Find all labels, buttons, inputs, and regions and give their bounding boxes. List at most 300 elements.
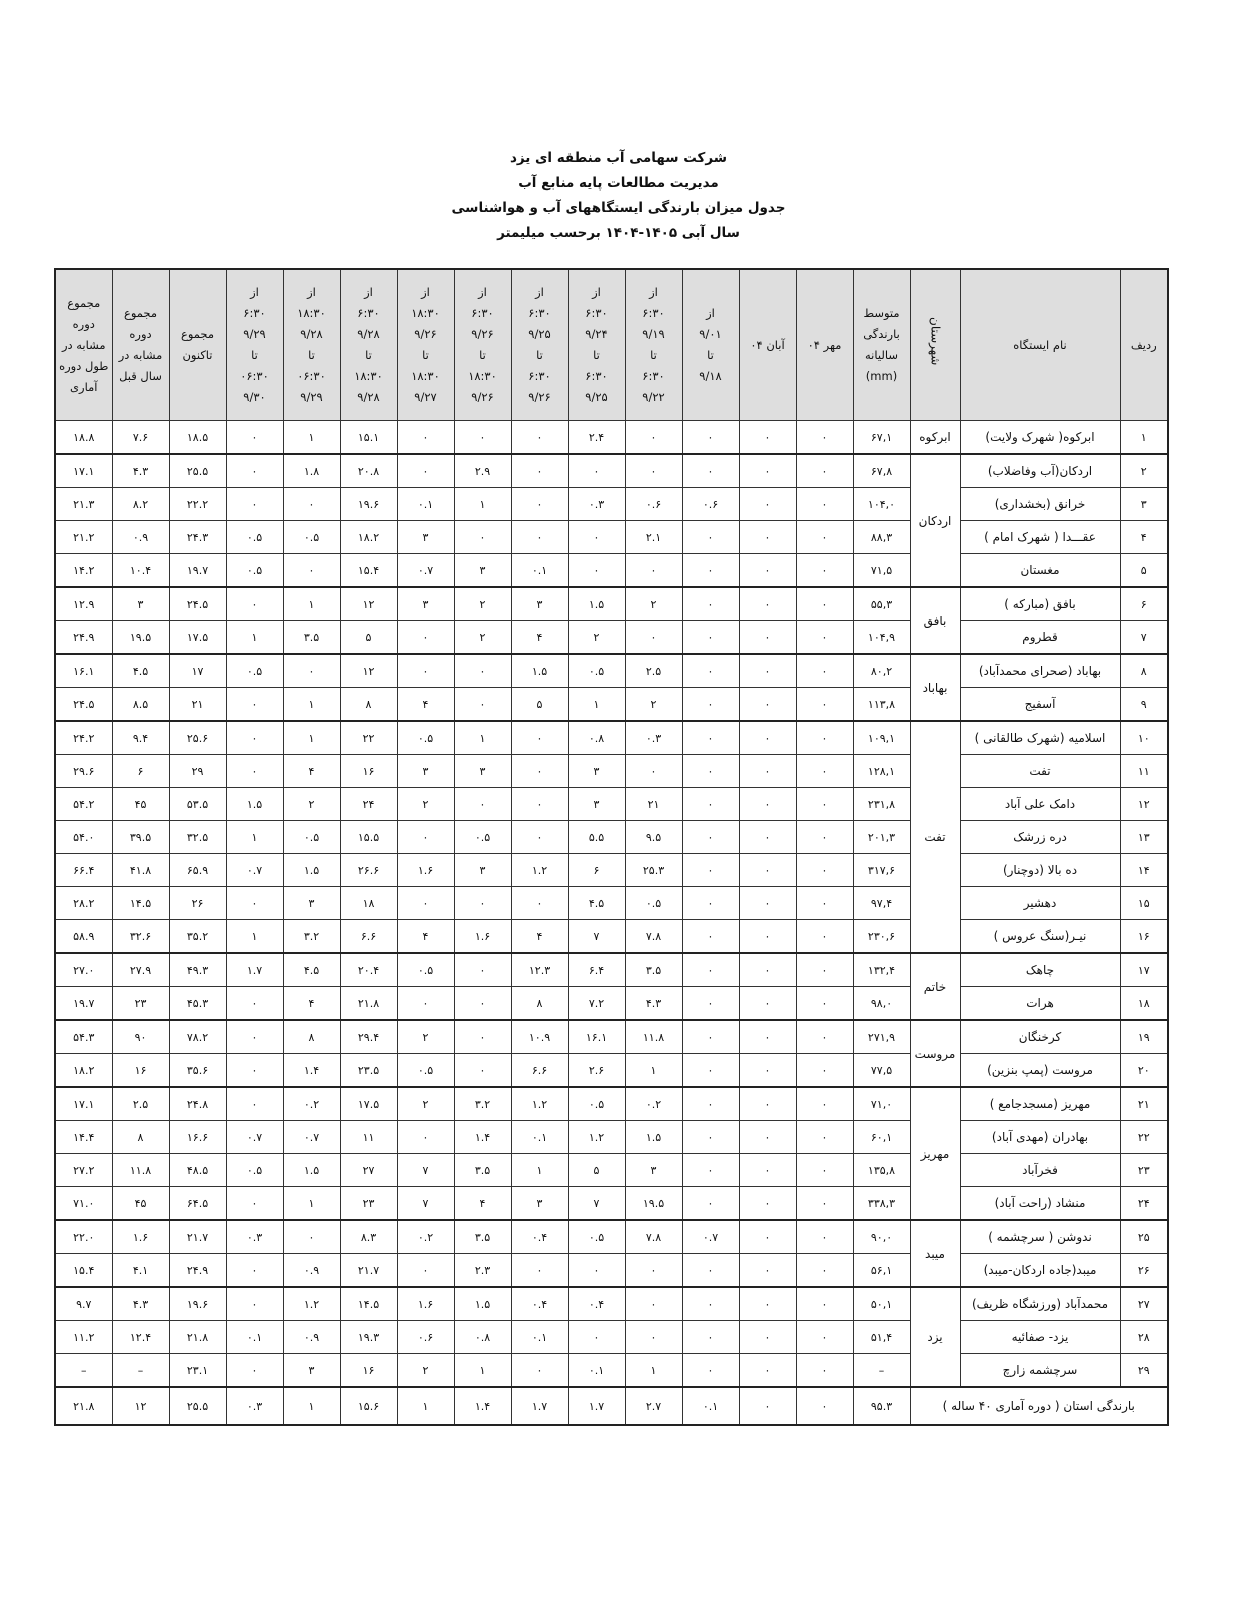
- p5-cell: ۱: [454, 1354, 511, 1388]
- avg-cell: ۹۰,۰: [853, 1220, 910, 1254]
- p3-cell: ۰.۴: [568, 1287, 625, 1321]
- p4-cell: ۱.۲: [511, 1087, 568, 1121]
- p9-cell: ۰.۵: [226, 1154, 283, 1187]
- p5-cell: ۳.۵: [454, 1220, 511, 1254]
- p3-cell: ۷: [568, 920, 625, 954]
- p4-cell: ۰.۱: [511, 554, 568, 588]
- county-cell: اردکان: [910, 454, 960, 587]
- prev-cell: ۶: [112, 755, 169, 788]
- row-number-cell: ۵: [1120, 554, 1168, 588]
- p8-cell: ۱: [283, 721, 340, 755]
- p3-cell: ۰: [568, 1254, 625, 1288]
- p3-cell: ۲: [568, 621, 625, 655]
- row-number-cell: ۱۷: [1120, 953, 1168, 987]
- prev-cell: ۸.۲: [112, 488, 169, 521]
- prev-cell: ۴.۳: [112, 454, 169, 488]
- p9-cell: ۰: [226, 688, 283, 722]
- county-cell: مروست: [910, 1020, 960, 1087]
- p8-cell: ۱.۵: [283, 1154, 340, 1187]
- row-number-cell: ۱۹: [1120, 1020, 1168, 1054]
- prev-cell: ۲۳: [112, 987, 169, 1021]
- p2-cell: ۲.۱: [625, 521, 682, 554]
- col-header-period-7: از ۶:۳۰ ۹/۲۸ تا ۱۸:۳۰ ۹/۲۸: [340, 269, 397, 421]
- p7-cell: ۱۴.۵: [340, 1287, 397, 1321]
- station-name-cell: آسفیج: [960, 688, 1120, 722]
- table-row: [55, 821, 1168, 854]
- p4-cell: ۰.۱: [511, 1121, 568, 1154]
- p9-cell: ۰.۷: [226, 1121, 283, 1154]
- station-name-cell: هرات: [960, 987, 1120, 1021]
- summary-p5-cell: ۱.۴: [454, 1387, 511, 1425]
- avg-cell: ۳۱۷,۶: [853, 854, 910, 887]
- row-number-cell: ۱۳: [1120, 821, 1168, 854]
- p6-cell: ۱.۶: [397, 854, 454, 887]
- mehr-cell: ۰: [796, 1187, 853, 1221]
- p6-cell: ۰: [397, 821, 454, 854]
- p3-cell: ۰.۵: [568, 654, 625, 688]
- p7-cell: ۱۹.۶: [340, 488, 397, 521]
- longterm-cell: ۱۷.۱: [55, 454, 112, 488]
- col-header-period-2: از ۶:۳۰ ۹/۱۹ تا ۶:۳۰ ۹/۲۲: [625, 269, 682, 421]
- p4-cell: ۰: [511, 521, 568, 554]
- p7-cell: ۱۹.۳: [340, 1321, 397, 1354]
- p4-cell: ۰: [511, 454, 568, 488]
- row-number-cell: ۱: [1120, 421, 1168, 455]
- p8-cell: ۴: [283, 755, 340, 788]
- p4-cell: ۰: [511, 821, 568, 854]
- avg-cell: ۶۷,۱: [853, 421, 910, 455]
- avg-cell: ۳۳۸,۳: [853, 1187, 910, 1221]
- p5-cell: ۳: [454, 554, 511, 588]
- longterm-cell: ۱۴.۲: [55, 554, 112, 588]
- prev-cell: ۴۵: [112, 788, 169, 821]
- p6-cell: ۰.۵: [397, 953, 454, 987]
- county-cell: میبد: [910, 1220, 960, 1287]
- p6-cell: ۲: [397, 1354, 454, 1388]
- p3-cell: ۰: [568, 1321, 625, 1354]
- p9-cell: ۰: [226, 1254, 283, 1288]
- p8-cell: ۳: [283, 887, 340, 920]
- p2-cell: ۴.۳: [625, 987, 682, 1021]
- p4-cell: ۸: [511, 987, 568, 1021]
- p7-cell: ۱۷.۵: [340, 1087, 397, 1121]
- col-header-county: شهرستان: [910, 269, 960, 421]
- mehr-cell: ۰: [796, 721, 853, 755]
- p6-cell: ۰.۷: [397, 554, 454, 588]
- p2-cell: ۱.۵: [625, 1121, 682, 1154]
- p2-cell: ۰.۶: [625, 488, 682, 521]
- p3-cell: ۵: [568, 1154, 625, 1187]
- longterm-cell: ۱۸.۸: [55, 421, 112, 455]
- p4-cell: ۱۰.۹: [511, 1020, 568, 1054]
- aban-cell: ۰: [739, 1287, 796, 1321]
- p1-cell: ۰: [682, 521, 739, 554]
- prev-cell: ۳۹.۵: [112, 821, 169, 854]
- table-row: [55, 654, 1168, 688]
- station-name-cell: یزد- صفائیه: [960, 1321, 1120, 1354]
- col-header-station: نام ایستگاه: [960, 269, 1120, 421]
- table-header-row: [55, 269, 1168, 421]
- p3-cell: ۷: [568, 1187, 625, 1221]
- aban-cell: ۰: [739, 1354, 796, 1388]
- aban-cell: ۰: [739, 755, 796, 788]
- prev-cell: ۴۱.۸: [112, 854, 169, 887]
- p7-cell: ۲۰.۴: [340, 953, 397, 987]
- p1-cell: ۰: [682, 654, 739, 688]
- p6-cell: ۴: [397, 920, 454, 954]
- p7-cell: ۲۱.۷: [340, 1254, 397, 1288]
- table-row: [55, 887, 1168, 920]
- p8-cell: ۱: [283, 1187, 340, 1221]
- p2-cell: ۳.۵: [625, 953, 682, 987]
- col-header-period-5: از ۶:۳۰ ۹/۲۶ تا ۱۸:۳۰ ۹/۲۶: [454, 269, 511, 421]
- avg-cell: ۲۷۱,۹: [853, 1020, 910, 1054]
- p3-cell: ۱: [568, 688, 625, 722]
- p3-cell: ۴.۵: [568, 887, 625, 920]
- province-summary-row: [55, 1387, 1168, 1425]
- p2-cell: ۰: [625, 421, 682, 455]
- p8-cell: ۱.۵: [283, 854, 340, 887]
- row-number-cell: ۱۰: [1120, 721, 1168, 755]
- station-name-cell: میبد(جاده اردکان-میبد): [960, 1254, 1120, 1288]
- total-cell: ۳۵.۲: [169, 920, 226, 954]
- p2-cell: ۰: [625, 621, 682, 655]
- p8-cell: ۰.۲: [283, 1087, 340, 1121]
- p2-cell: ۰: [625, 755, 682, 788]
- prev-cell: ۱.۶: [112, 1220, 169, 1254]
- longterm-cell: ۵۴.۳: [55, 1020, 112, 1054]
- p4-cell: ۴: [511, 920, 568, 954]
- aban-cell: ۰: [739, 1020, 796, 1054]
- p1-cell: ۰: [682, 554, 739, 588]
- p1-cell: ۰: [682, 1121, 739, 1154]
- p6-cell: ۰.۲: [397, 1220, 454, 1254]
- p4-cell: ۵: [511, 688, 568, 722]
- prev-cell: ۲۷.۹: [112, 953, 169, 987]
- p1-cell: ۰: [682, 1054, 739, 1088]
- total-cell: ۱۹.۶: [169, 1287, 226, 1321]
- avg-cell: ۷۱,۵: [853, 554, 910, 588]
- longterm-cell: ۱۲.۹: [55, 587, 112, 621]
- avg-cell: ۶۰,۱: [853, 1121, 910, 1154]
- p6-cell: ۷: [397, 1187, 454, 1221]
- mehr-cell: ۰: [796, 1287, 853, 1321]
- summary-prev-cell: ۱۲: [112, 1387, 169, 1425]
- table-row: [55, 454, 1168, 488]
- table-row: [55, 1354, 1168, 1388]
- avg-cell: ۹۷,۴: [853, 887, 910, 920]
- prev-cell: ۱۴.۵: [112, 887, 169, 920]
- water-year-subtitle: سال آبی ۱۴۰۵-۱۴۰۴ برحسب میلیمتر: [497, 225, 740, 241]
- p1-cell: ۰: [682, 887, 739, 920]
- p3-cell: ۰.۸: [568, 721, 625, 755]
- prev-cell: ۱۶: [112, 1054, 169, 1088]
- total-cell: ۶۴.۵: [169, 1187, 226, 1221]
- row-number-cell: ۱۲: [1120, 788, 1168, 821]
- p6-cell: ۰: [397, 621, 454, 655]
- avg-cell: ۱۱۳,۸: [853, 688, 910, 722]
- avg-cell: ۵۶,۱: [853, 1254, 910, 1288]
- longterm-cell: ۹.۷: [55, 1287, 112, 1321]
- col-header-period-9: از ۶:۳۰ ۹/۲۹ تا ۰۶:۳۰ ۹/۳۰: [226, 269, 283, 421]
- prev-cell: ۱۰.۴: [112, 554, 169, 588]
- station-name-cell: نیـر(سنگ عروس ): [960, 920, 1120, 954]
- aban-cell: ۰: [739, 1187, 796, 1221]
- prev-cell: ۹.۴: [112, 721, 169, 755]
- p1-cell: ۰: [682, 920, 739, 954]
- aban-cell: ۰: [739, 554, 796, 588]
- longterm-cell: ۲۱.۳: [55, 488, 112, 521]
- col-header-long-term: مجموع دوره مشابه در طول دوره آماری: [55, 269, 112, 421]
- p3-cell: ۳: [568, 755, 625, 788]
- p7-cell: ۶.۶: [340, 920, 397, 954]
- p4-cell: ۱.۵: [511, 654, 568, 688]
- p6-cell: ۲: [397, 1087, 454, 1121]
- avg-cell: ۱۰۴,۰: [853, 488, 910, 521]
- station-name-cell: اسلامیه (شهرک طالقانی ): [960, 721, 1120, 755]
- p6-cell: ۰: [397, 887, 454, 920]
- p5-cell: ۰: [454, 421, 511, 455]
- aban-cell: ۰: [739, 421, 796, 455]
- p6-cell: ۰.۱: [397, 488, 454, 521]
- p5-cell: ۰: [454, 688, 511, 722]
- p6-cell: ۰: [397, 987, 454, 1021]
- mehr-cell: ۰: [796, 987, 853, 1021]
- table-row: [55, 587, 1168, 621]
- p1-cell: ۰: [682, 788, 739, 821]
- p9-cell: ۰: [226, 1020, 283, 1054]
- p5-cell: ۰: [454, 788, 511, 821]
- row-number-cell: ۳: [1120, 488, 1168, 521]
- station-name-cell: منشاد (راحت آباد): [960, 1187, 1120, 1221]
- station-name-cell: تفت: [960, 755, 1120, 788]
- total-cell: ۴۵.۳: [169, 987, 226, 1021]
- county-cell: بهاباد: [910, 654, 960, 721]
- station-name-cell: بهاباد (صحرای محمدآباد): [960, 654, 1120, 688]
- p4-cell: ۱۲.۳: [511, 953, 568, 987]
- p7-cell: ۲۱.۸: [340, 987, 397, 1021]
- avg-cell: ۵۵,۳: [853, 587, 910, 621]
- table-row: [55, 987, 1168, 1021]
- p8-cell: ۰.۵: [283, 521, 340, 554]
- p8-cell: ۰.۷: [283, 1121, 340, 1154]
- p5-cell: ۰: [454, 654, 511, 688]
- p3-cell: ۰: [568, 521, 625, 554]
- p7-cell: ۱۵.۵: [340, 821, 397, 854]
- p3-cell: ۰.۵: [568, 1220, 625, 1254]
- p9-cell: ۱.۷: [226, 953, 283, 987]
- avg-cell: ۶۷,۸: [853, 454, 910, 488]
- p1-cell: ۰: [682, 1087, 739, 1121]
- total-cell: ۷۸.۲: [169, 1020, 226, 1054]
- p6-cell: ۳: [397, 521, 454, 554]
- table-body: [55, 421, 1168, 1426]
- document-header: [0, 146, 1237, 246]
- p7-cell: ۱۲: [340, 654, 397, 688]
- mehr-cell: ۰: [796, 421, 853, 455]
- mehr-cell: ۰: [796, 920, 853, 954]
- total-cell: ۳۵.۶: [169, 1054, 226, 1088]
- p1-cell: ۰.۶: [682, 488, 739, 521]
- longterm-cell: ۱۱.۲: [55, 1321, 112, 1354]
- p3-cell: ۱.۲: [568, 1121, 625, 1154]
- total-cell: ۶۵.۹: [169, 854, 226, 887]
- prev-cell: ۴.۳: [112, 1287, 169, 1321]
- total-cell: ۲۵.۵: [169, 454, 226, 488]
- p3-cell: ۳: [568, 788, 625, 821]
- county-cell: یزد: [910, 1287, 960, 1387]
- total-cell: ۳۲.۵: [169, 821, 226, 854]
- mehr-cell: ۰: [796, 488, 853, 521]
- mehr-cell: ۰: [796, 1321, 853, 1354]
- p9-cell: ۰: [226, 488, 283, 521]
- p6-cell: ۰: [397, 1254, 454, 1288]
- aban-cell: ۰: [739, 654, 796, 688]
- p2-cell: ۹.۵: [625, 821, 682, 854]
- county-cell: خاتم: [910, 953, 960, 1020]
- summary-avg-cell: ۹۵.۳: [853, 1387, 910, 1425]
- mehr-cell: ۰: [796, 854, 853, 887]
- station-name-cell: سرچشمه زارچ: [960, 1354, 1120, 1388]
- col-header-previous-year: مجموع دوره مشابه در سال قبل: [112, 269, 169, 421]
- table-row: [55, 788, 1168, 821]
- longterm-cell: ۵۴.۰: [55, 821, 112, 854]
- p5-cell: ۱.۴: [454, 1121, 511, 1154]
- company-title: شرکت سهامی آب منطقه ای یزد: [509, 150, 728, 166]
- p1-cell: ۰: [682, 755, 739, 788]
- p8-cell: ۰: [283, 488, 340, 521]
- row-number-cell: ۱۵: [1120, 887, 1168, 920]
- row-number-cell: ۲۴: [1120, 1187, 1168, 1221]
- p8-cell: ۳.۲: [283, 920, 340, 954]
- mehr-cell: ۰: [796, 1020, 853, 1054]
- station-name-cell: عقـــدا ( شهرک امام ): [960, 521, 1120, 554]
- p9-cell: ۰: [226, 587, 283, 621]
- p8-cell: ۱.۲: [283, 1287, 340, 1321]
- p4-cell: ۱: [511, 1154, 568, 1187]
- p2-cell: ۰: [625, 1321, 682, 1354]
- table-row: [55, 1254, 1168, 1288]
- county-cell: مهریز: [910, 1087, 960, 1220]
- avg-cell: ۷۱,۰: [853, 1087, 910, 1121]
- avg-cell: ۸۰,۲: [853, 654, 910, 688]
- station-name-cell: دامک علی آباد: [960, 788, 1120, 821]
- col-header-total-to-date: مجموع تاکنون: [169, 269, 226, 421]
- p9-cell: ۰.۵: [226, 521, 283, 554]
- table-row: [55, 688, 1168, 722]
- p5-cell: ۱.۵: [454, 1287, 511, 1321]
- p7-cell: ۵: [340, 621, 397, 655]
- p5-cell: ۰: [454, 521, 511, 554]
- table-row: [55, 421, 1168, 455]
- mehr-cell: ۰: [796, 887, 853, 920]
- total-cell: ۲۲.۲: [169, 488, 226, 521]
- p6-cell: ۲: [397, 788, 454, 821]
- avg-cell: ۵۱,۴: [853, 1321, 910, 1354]
- p4-cell: ۰: [511, 1354, 568, 1388]
- p2-cell: ۱: [625, 1354, 682, 1388]
- p1-cell: ۰: [682, 854, 739, 887]
- p2-cell: ۳: [625, 1154, 682, 1187]
- mehr-cell: ۰: [796, 654, 853, 688]
- summary-longterm-cell: ۲۱.۸: [55, 1387, 112, 1425]
- p7-cell: ۱۲: [340, 587, 397, 621]
- p9-cell: ۰: [226, 755, 283, 788]
- table-row: [55, 721, 1168, 755]
- row-number-cell: ۶: [1120, 587, 1168, 621]
- avg-cell: ۹۸,۰: [853, 987, 910, 1021]
- total-cell: ۲۱.۸: [169, 1321, 226, 1354]
- p1-cell: ۰: [682, 987, 739, 1021]
- p7-cell: ۲۳: [340, 1187, 397, 1221]
- p2-cell: ۰: [625, 1287, 682, 1321]
- total-cell: ۲۵.۶: [169, 721, 226, 755]
- p6-cell: ۷: [397, 1154, 454, 1187]
- row-number-cell: ۲۲: [1120, 1121, 1168, 1154]
- p3-cell: ۱۶.۱: [568, 1020, 625, 1054]
- station-name-cell: مهریز (مسجدجامع ): [960, 1087, 1120, 1121]
- p5-cell: ۰: [454, 953, 511, 987]
- station-name-cell: دره زرشک: [960, 821, 1120, 854]
- aban-cell: ۰: [739, 1220, 796, 1254]
- p7-cell: ۸.۳: [340, 1220, 397, 1254]
- longterm-cell: ۵۸.۹: [55, 920, 112, 954]
- p8-cell: ۳.۵: [283, 621, 340, 655]
- mehr-cell: ۰: [796, 1154, 853, 1187]
- p3-cell: ۶: [568, 854, 625, 887]
- p9-cell: ۰.۵: [226, 654, 283, 688]
- total-cell: ۴۹.۳: [169, 953, 226, 987]
- county-cell: بافق: [910, 587, 960, 654]
- station-name-cell: محمدآباد (ورزشگاه ظریف): [960, 1287, 1120, 1321]
- prev-cell: ۷.۶: [112, 421, 169, 455]
- longterm-cell: ۱۸.۲: [55, 1054, 112, 1088]
- p5-cell: ۴: [454, 1187, 511, 1221]
- col-header-aban: آبان ۰۴: [739, 269, 796, 421]
- total-cell: ۵۳.۵: [169, 788, 226, 821]
- prev-cell: ۴.۵: [112, 654, 169, 688]
- row-number-cell: ۲: [1120, 454, 1168, 488]
- avg-cell: ۸۸,۳: [853, 521, 910, 554]
- mehr-cell: ۰: [796, 554, 853, 588]
- mehr-cell: ۰: [796, 1254, 853, 1288]
- row-number-cell: ۴: [1120, 521, 1168, 554]
- p5-cell: ۳.۵: [454, 1154, 511, 1187]
- prev-cell: ۱۹.۵: [112, 621, 169, 655]
- mehr-cell: ۰: [796, 587, 853, 621]
- p6-cell: ۰.۵: [397, 1054, 454, 1088]
- rainfall-table-wrapper: [54, 268, 1157, 1426]
- p7-cell: ۲۰.۸: [340, 454, 397, 488]
- p7-cell: ۱۶: [340, 755, 397, 788]
- p2-cell: ۰: [625, 454, 682, 488]
- row-number-cell: ۱۸: [1120, 987, 1168, 1021]
- row-number-cell: ۲۸: [1120, 1321, 1168, 1354]
- p8-cell: ۲: [283, 788, 340, 821]
- p2-cell: ۰.۲: [625, 1087, 682, 1121]
- p5-cell: ۳.۲: [454, 1087, 511, 1121]
- station-name-cell: کرخنگان: [960, 1020, 1120, 1054]
- mehr-cell: ۰: [796, 621, 853, 655]
- p4-cell: ۰.۱: [511, 1321, 568, 1354]
- mehr-cell: ۰: [796, 1121, 853, 1154]
- p9-cell: ۱: [226, 621, 283, 655]
- total-cell: ۲۶: [169, 887, 226, 920]
- p5-cell: ۲.۹: [454, 454, 511, 488]
- avg-cell: ۲۰۱,۳: [853, 821, 910, 854]
- aban-cell: ۰: [739, 1121, 796, 1154]
- longterm-cell: ۱۷.۱: [55, 1087, 112, 1121]
